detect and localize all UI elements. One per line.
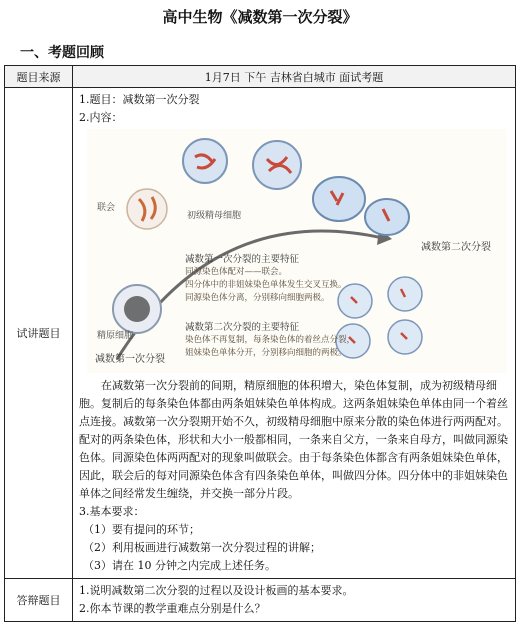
feature-line: 染色体不再复制，每条染色体的着丝点分裂，	[185, 335, 356, 345]
nucleus	[124, 296, 150, 322]
feature-line: 姐妹染色单体分开，分别移向细胞的两极。	[185, 348, 347, 358]
exam-table	[4, 65, 516, 622]
label-jingyuan: 精原细胞	[97, 331, 134, 341]
defense-label: 答辩题目	[5, 579, 73, 622]
content-paragraph: 在减数第一次分裂前的间期，精原细胞的体积增大，染色体复制，成为初级精母细胞。复制后的每条染色体都由两条姐妹染色单体构成。这两条姐妹染色单体由同一个着丝点连接。减数第一次分裂期开始不久，初级精母细胞中原来分散的染色体进行两两配对。配对的两条染色体，形状和大小一般都相同，一条来自父方，一条来自母方，叫做同源染色体。同源染色体两两配对的现象叫做联会。由于每条染色体都含有两条姐妹染色单体，因此，联会后的每对同源染色体含有四条染色单体，叫做四分体。四分体中的非姐妹染色单体之间经常发生缠绕，并交换一部分片段。	[79, 379, 508, 500]
lecture-topic-label: 试讲题目	[5, 88, 73, 579]
feature-box-first	[185, 253, 347, 305]
requirement-item: （2）利用板画进行减数第一次分裂过程的讲解；	[83, 541, 321, 554]
lecture-topic-content	[73, 88, 516, 579]
item-title: 1.题目：减数第一次分裂	[79, 93, 200, 106]
feature-line: 同源染色体分离，分别移向细胞两极。	[185, 293, 330, 303]
requirement-item: （3）请在 10 分钟之内完成上述任务。	[83, 559, 276, 572]
feature-box-first-title: 减数第一次分裂的主要特征	[185, 254, 300, 265]
feature-box-second-title: 减数第二次分裂的主要特征	[185, 322, 300, 333]
source-label: 题目来源	[5, 66, 73, 88]
page-title: 高中生物《减数第一次分裂》	[162, 8, 358, 26]
requirement-item: （1）要有提问的环节；	[83, 523, 200, 536]
label-second-division: 减数第二次分裂	[421, 242, 491, 253]
item-requirements: 3.基本要求：	[79, 505, 145, 518]
table-header-row	[5, 66, 516, 88]
feature-line: 四分体中的非姐妹染色单体发生交叉互换。	[185, 280, 347, 290]
feature-line: 同源染色体配对——联会。	[185, 267, 288, 277]
label-chuji: 初级精母细胞	[187, 211, 242, 221]
defense-content	[73, 579, 516, 622]
item-content-label: 2.内容：	[79, 111, 123, 124]
primary-cell-1	[183, 139, 227, 183]
table-row	[5, 88, 516, 579]
spermatid-2	[388, 277, 422, 311]
feature-box-second	[185, 321, 355, 360]
section-heading: 一、考题回顾	[20, 45, 104, 61]
defense-question: 1.说明减数第二次分裂的过程以及设计板画的基本要求。	[79, 584, 354, 597]
defense-question: 2.你本节课的教学重难点分别是什么？	[79, 602, 266, 615]
table-row	[5, 579, 516, 622]
source-value: 1月7日 下午 吉林省白城市 面试考题	[73, 66, 516, 88]
label-lianhui: 联会	[97, 203, 116, 213]
meiosis-diagram	[87, 129, 507, 373]
label-first-division: 减数第一次分裂	[95, 354, 165, 365]
synapsis-cell	[127, 189, 167, 229]
